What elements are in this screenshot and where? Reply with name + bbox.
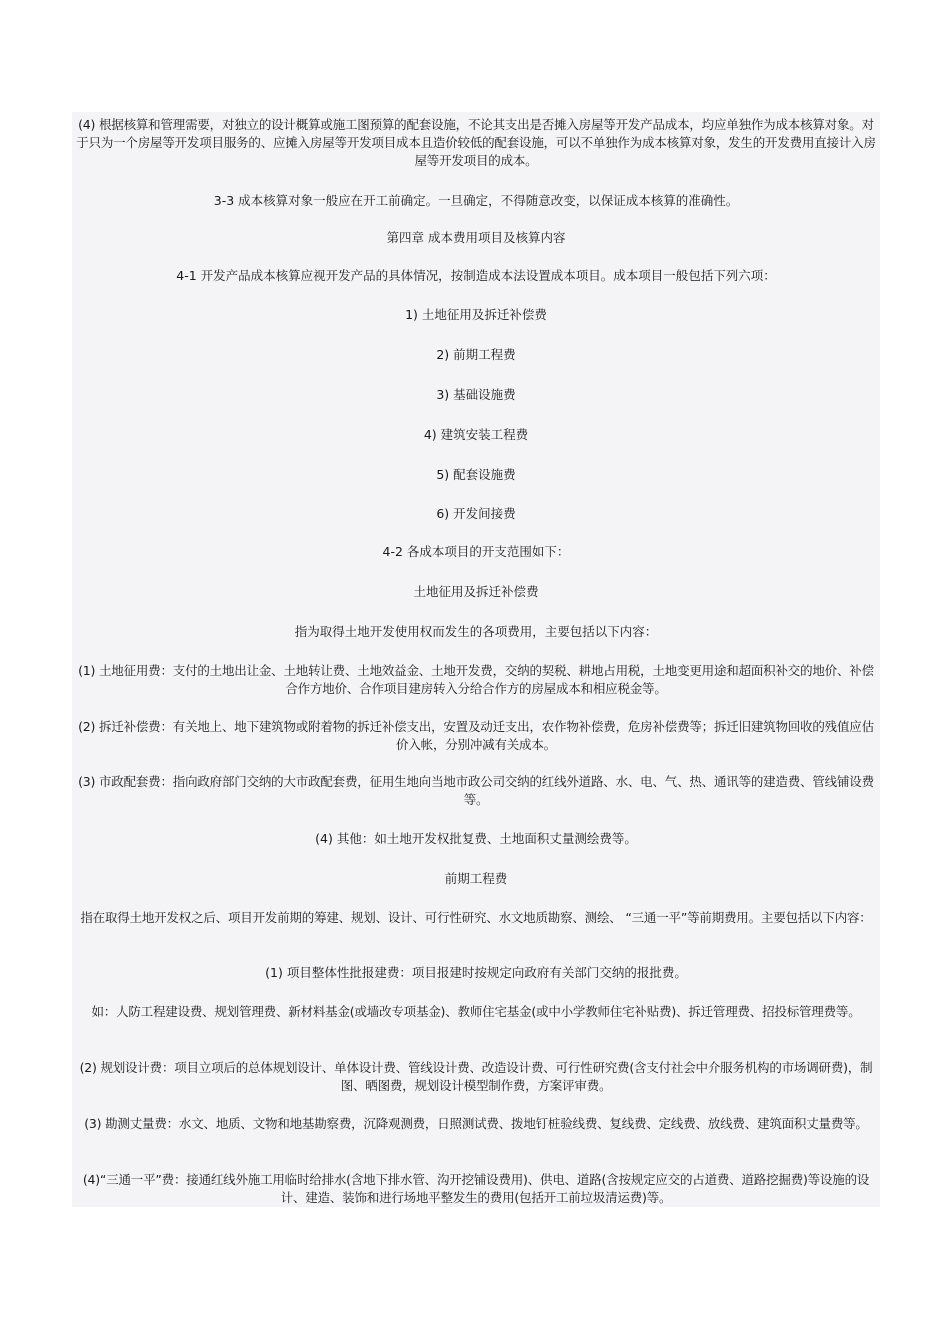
list-item: 4) 建筑安装工程费 [423, 427, 529, 442]
list-item: 2) 前期工程费 [436, 347, 516, 362]
paragraph: 4-1 开发产品成本核算应视开发产品的具体情况，按制造成本法设置成本项目。成本项目一般包括下列六项： [176, 268, 776, 283]
list-item: 6) 开发间接费 [436, 506, 516, 521]
paragraph: (4) 其他：如土地开发权批复费、土地面积丈量测绘费等。 [315, 831, 637, 846]
paragraph: 指为取得土地开发使用权而发生的各项费用，主要包括以下内容： [294, 624, 658, 639]
paragraph: (4)“三通一平”费：接通红线外施工用临时给排水(含地下排水管、沟开挖铺设费用)、供电、道路(含按规定应交的占道费、道路挖掘费)等设施的设计、建造、装饰和进行场地平整发生的费用(包括开工前垃圾清运费)等。 [82, 1172, 870, 1205]
section-heading: 第四章 成本费用项目及核算内容 [386, 230, 566, 245]
list-item: 5) 配套设施费 [436, 467, 516, 482]
sub-heading: 前期工程费 [444, 871, 508, 886]
paragraph: (1) 项目整体性批报建费：项目报建时按规定向政府有关部门交纳的报批费。 [265, 965, 687, 980]
paragraph: 4-2 各成本项目的开支范围如下： [382, 544, 570, 559]
paragraph: (1) 土地征用费：支付的土地出让金、土地转让费、土地效益金、土地开发费，交纳的契税、耕地占用税，土地变更用途和超面积补交的地价、补偿合作方地价、合作项目建房转入分给合作方的房屋成本和相应税金等。 [78, 663, 874, 696]
sub-heading: 土地征用及拆迁补偿费 [413, 584, 539, 599]
list-item: 1) 土地征用及拆迁补偿费 [405, 307, 547, 322]
paragraph: 指在取得土地开发权之后、项目开发前期的筹建、规划、设计、可行性研究、水文地质勘察、测绘、 “三通一平”等前期费用。主要包括以下内容： [80, 910, 872, 925]
paragraph: 3-3 成本核算对象一般应在开工前确定。一旦确定，不得随意改变，以保证成本核算的准确性。 [213, 193, 739, 208]
list-item: 3) 基础设施费 [436, 387, 516, 402]
paragraph: (2) 拆迁补偿费：有关地上、地下建筑物或附着物的拆迁补偿支出，安置及动迁支出，农作物补偿费，危房补偿费等；拆迁旧建筑物回收的残值应估价入帐，分别冲减有关成本。 [78, 719, 874, 752]
paragraph: (2) 规划设计费：项目立项后的总体规划设计、单体设计费、管线设计费、改造设计费、可行性研究费(含支付社会中介服务机构的市场调研费)，制图、晒图费，规划设计模型制作费，方案评审费。 [79, 1060, 873, 1093]
paragraph: (4) 根据核算和管理需要，对独立的设计概算或施工图预算的配套设施，不论其支出是否摊入房屋等开发产品成本，均应单独作为成本核算对象。对于只为一个房屋等开发项目服务的、应摊入房屋等开发项目成本且造价较低的配套设施，可以不单独作为成本核算对象，发生的开发费用直接计入房屋等开发项目的成本。 [76, 117, 876, 168]
paragraph: (3) 勘测丈量费：水文、地质、文物和地基勘察费，沉降观测费，日照测试费、拨地钉桩验线费、复线费、定线费、放线费、建筑面积丈量费等。 [84, 1116, 868, 1131]
paragraph: (3) 市政配套费：指向政府部门交纳的大市政配套费，征用生地向当地市政公司交纳的红线外道路、水、电、气、热、通讯等的建造费、管线铺设费等。 [78, 774, 874, 807]
document-page [72, 112, 880, 1207]
paragraph: 如：人防工程建设费、规划管理费、新材料基金(或墙改专项基金)、教师住宅基金(或中小学教师住宅补贴费)、拆迁管理费、招投标管理费等。 [91, 1004, 861, 1019]
